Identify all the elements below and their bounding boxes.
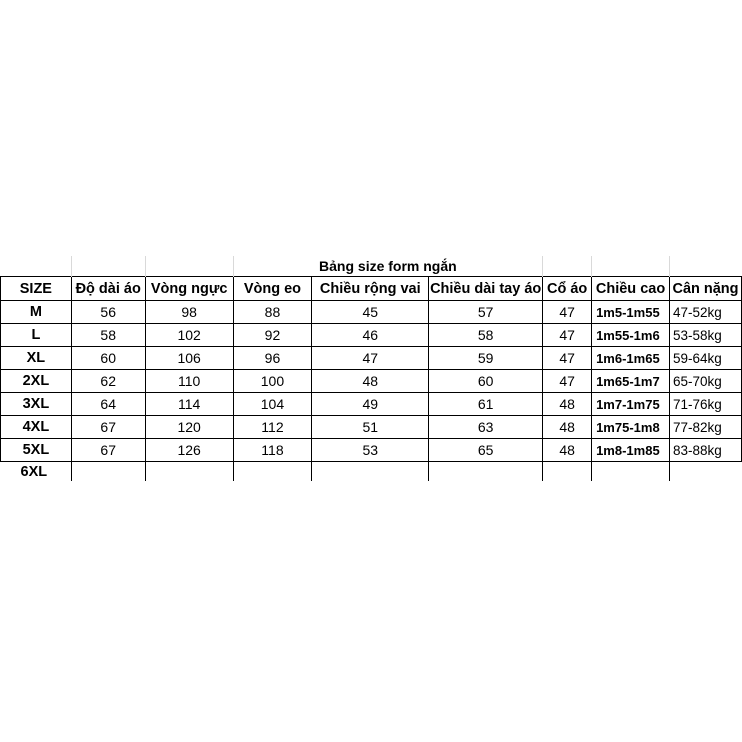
header-sleeve: Chiều dài tay áo: [429, 277, 543, 301]
chart-title: Bảng size form ngắn: [233, 256, 543, 277]
length-cell: 67: [71, 439, 145, 462]
sleeve-cell: 58: [429, 324, 543, 347]
height-cell: 1m65-1m7: [592, 370, 670, 393]
waist-cell: 92: [233, 324, 312, 347]
table-row-6xl: [1, 462, 742, 482]
size-cell: 4XL: [1, 416, 72, 439]
shoulder-cell: 53: [312, 439, 429, 462]
chest-cell: 110: [145, 370, 233, 393]
size-cell: XL: [1, 347, 72, 370]
length-cell: 60: [71, 347, 145, 370]
chest-cell: 114: [145, 393, 233, 416]
height-cell: 1m8-1m85: [592, 439, 670, 462]
size-chart-table: [0, 256, 742, 481]
size-cell: 3XL: [1, 393, 72, 416]
waist-cell: 100: [233, 370, 312, 393]
size-cell: L: [1, 324, 72, 347]
table-row: [1, 324, 742, 347]
chest-cell: 106: [145, 347, 233, 370]
title-row: [1, 256, 742, 277]
length-cell: 64: [71, 393, 145, 416]
collar-cell: 47: [543, 347, 592, 370]
sleeve-cell: 65: [429, 439, 543, 462]
sleeve-cell: 61: [429, 393, 543, 416]
collar-cell: 47: [543, 301, 592, 324]
header-collar: Cổ áo: [543, 277, 592, 301]
height-cell: 1m5-1m55: [592, 301, 670, 324]
weight-cell: 83-88kg: [670, 439, 742, 462]
collar-cell: 48: [543, 393, 592, 416]
collar-cell: 48: [543, 416, 592, 439]
header-shoulder: Chiều rộng vai: [312, 277, 429, 301]
collar-cell: 47: [543, 370, 592, 393]
shoulder-cell: 46: [312, 324, 429, 347]
table-row: [1, 301, 742, 324]
weight-cell: 47-52kg: [670, 301, 742, 324]
chest-cell: 120: [145, 416, 233, 439]
weight-cell: 53-58kg: [670, 324, 742, 347]
shoulder-cell: 48: [312, 370, 429, 393]
waist-cell: 88: [233, 301, 312, 324]
sleeve-cell: 59: [429, 347, 543, 370]
table-row: [1, 393, 742, 416]
waist-cell: 112: [233, 416, 312, 439]
header-weight: Cân nặng: [670, 277, 742, 301]
header-chest: Vòng ngực: [145, 277, 233, 301]
length-cell: 56: [71, 301, 145, 324]
chest-cell: 126: [145, 439, 233, 462]
weight-cell: 71-76kg: [670, 393, 742, 416]
size-cell: 2XL: [1, 370, 72, 393]
shoulder-cell: 49: [312, 393, 429, 416]
length-cell: 67: [71, 416, 145, 439]
sleeve-cell: 57: [429, 301, 543, 324]
header-size: SIZE: [1, 277, 72, 301]
height-cell: 1m75-1m8: [592, 416, 670, 439]
shoulder-cell: 47: [312, 347, 429, 370]
chest-cell: 102: [145, 324, 233, 347]
chest-cell: 98: [145, 301, 233, 324]
sleeve-cell: 60: [429, 370, 543, 393]
height-cell: 1m7-1m75: [592, 393, 670, 416]
size-cell: 6XL: [1, 462, 72, 482]
length-cell: 62: [71, 370, 145, 393]
weight-cell: 59-64kg: [670, 347, 742, 370]
height-cell: 1m55-1m6: [592, 324, 670, 347]
size-chart-sheet: [0, 256, 742, 481]
header-row: [1, 277, 742, 301]
shoulder-cell: 51: [312, 416, 429, 439]
table-row: [1, 347, 742, 370]
size-cell: M: [1, 301, 72, 324]
weight-cell: 77-82kg: [670, 416, 742, 439]
size-cell: 5XL: [1, 439, 72, 462]
collar-cell: 48: [543, 439, 592, 462]
table-row: [1, 370, 742, 393]
table-row: [1, 439, 742, 462]
waist-cell: 118: [233, 439, 312, 462]
header-length: Độ dài áo: [71, 277, 145, 301]
height-cell: 1m6-1m65: [592, 347, 670, 370]
header-height: Chiều cao: [592, 277, 670, 301]
waist-cell: 104: [233, 393, 312, 416]
weight-cell: 65-70kg: [670, 370, 742, 393]
header-waist: Vòng eo: [233, 277, 312, 301]
table-row: [1, 416, 742, 439]
waist-cell: 96: [233, 347, 312, 370]
sleeve-cell: 63: [429, 416, 543, 439]
size-rows: [1, 301, 742, 462]
length-cell: 58: [71, 324, 145, 347]
shoulder-cell: 45: [312, 301, 429, 324]
collar-cell: 47: [543, 324, 592, 347]
